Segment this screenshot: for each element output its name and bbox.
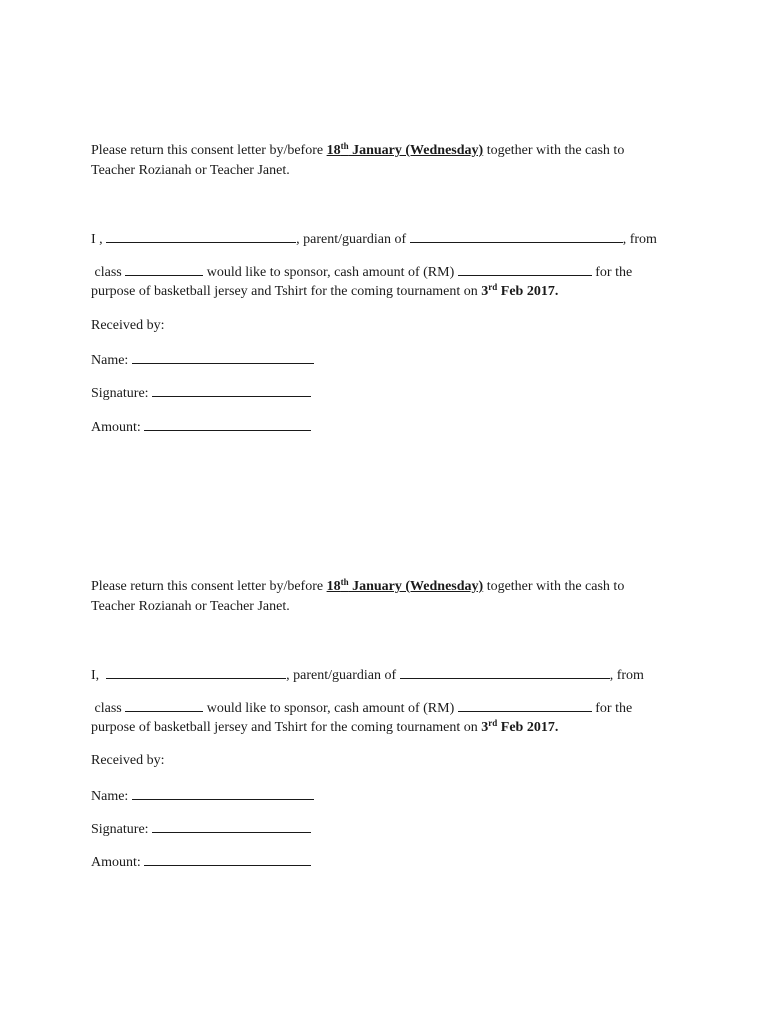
amount-row (91, 852, 311, 872)
class-sponsor-row (91, 698, 663, 718)
parent-row-text: I , , parent/guardian of , from (91, 229, 657, 249)
name-blank[interactable] (132, 786, 314, 800)
tournament-date: 3rd Feb 2017. (481, 282, 559, 299)
amount-blank[interactable] (144, 852, 311, 866)
parent-name-blank[interactable] (106, 665, 286, 679)
signature-blank[interactable] (152, 383, 311, 397)
name-row (91, 350, 314, 370)
child-name-blank[interactable] (410, 229, 623, 243)
return-deadline: 18th January (Wednesday) (326, 577, 484, 594)
instruction-line-2: Teacher Rozianah or Teacher Janet. (91, 163, 290, 178)
parent-guardian-row (91, 665, 663, 685)
class-blank[interactable] (125, 262, 203, 276)
signature-label: Signature: (91, 386, 149, 401)
signature-blank[interactable] (152, 819, 311, 833)
child-name-blank[interactable] (400, 665, 610, 679)
signature-row (91, 383, 311, 403)
tournament-date: 3rd Feb 2017. (481, 718, 559, 735)
purpose-line: purpose of basketball jersey and Tshirt for the coming tournament on 3rd Feb 2017. (91, 718, 559, 735)
signature-label: Signature: (91, 822, 149, 837)
instruction-text: Please return this consent letter by/before (91, 579, 327, 594)
purpose-line: purpose of basketball jersey and Tshirt for the coming tournament on 3rd Feb 2017. (91, 282, 559, 299)
instruction-line-1 (91, 142, 624, 160)
instruction-line-2: Teacher Rozianah or Teacher Janet. (91, 599, 290, 614)
name-label: Name: (91, 353, 129, 368)
received-by-label: Received by: (91, 753, 165, 768)
amount-row (91, 417, 311, 437)
cash-amount-blank[interactable] (458, 262, 592, 276)
amount-blank[interactable] (144, 417, 311, 431)
parent-guardian-row (91, 229, 663, 249)
cash-amount-blank[interactable] (458, 698, 592, 712)
received-by-label: Received by: (91, 318, 165, 333)
instruction-text: Please return this consent letter by/before (91, 143, 327, 158)
class-row-text: class would like to sponsor, cash amount of (RM) for the (91, 698, 632, 718)
instruction-text-end: together with the cash to (483, 579, 625, 594)
instruction-text-end: together with the cash to (483, 143, 625, 158)
parent-row-text: I, , parent/guardian of , from (91, 665, 644, 685)
signature-row (91, 819, 311, 839)
name-row (91, 786, 314, 806)
return-deadline: 18th January (Wednesday) (326, 141, 484, 158)
class-row-text: class would like to sponsor, cash amount of (RM) for the (91, 262, 632, 282)
class-blank[interactable] (125, 698, 203, 712)
name-blank[interactable] (132, 350, 314, 364)
amount-label: Amount: (91, 420, 141, 435)
instruction-line-1 (91, 578, 624, 596)
parent-name-blank[interactable] (106, 229, 296, 243)
class-sponsor-row (91, 262, 663, 282)
amount-label: Amount: (91, 855, 141, 870)
name-label: Name: (91, 789, 129, 804)
